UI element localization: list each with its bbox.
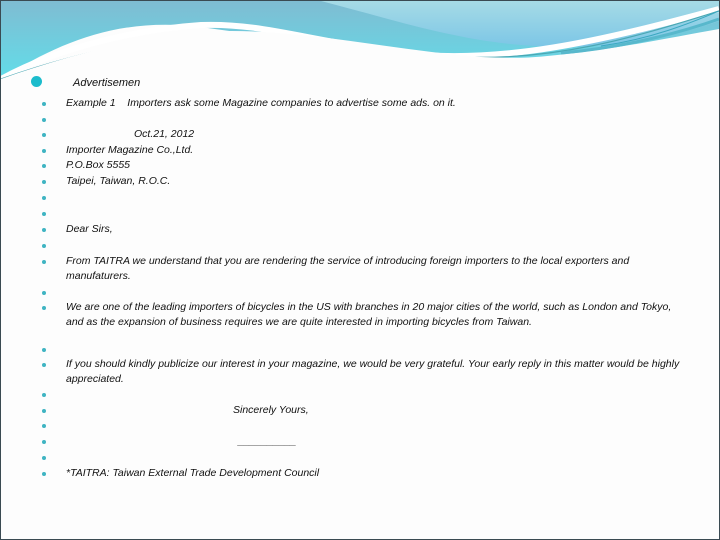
- bullet-icon: [42, 164, 46, 168]
- bullet-icon: [42, 118, 46, 122]
- bullet-icon: [42, 306, 46, 310]
- bullet-icon: [42, 456, 46, 460]
- bullet-icon: [42, 409, 46, 413]
- bullet-icon: [42, 244, 46, 248]
- body-paragraph-2: We are one of the leading importers of bicycles in the US with branches in 20 major cities of the world, such as London and Tokyo, and as the expansion of business requires we are quite interested in importing bicycles from Taiwan.: [66, 301, 675, 328]
- salutation: Dear Sirs,: [66, 223, 113, 235]
- recipient-name: Importer Magazine Co.,Ltd.: [66, 144, 194, 156]
- bullet-icon: [42, 348, 46, 352]
- bullet-icon: [42, 228, 46, 232]
- body-paragraph-3: If you should kindly publicize our interest in your magazine, we would be very grateful. Your early reply in this matter would be highly appreciated.: [66, 358, 683, 385]
- bullet-icon: [42, 472, 46, 476]
- slide-title: Advertisemen: [73, 77, 141, 89]
- bullet-icon: [42, 260, 46, 264]
- bullet-icon: [42, 212, 46, 216]
- bullet-icon: [42, 363, 46, 367]
- bullet-icon: [31, 76, 42, 87]
- bullet-icon: [42, 133, 46, 137]
- bullet-icon: [42, 180, 46, 184]
- recipient-address: P.O.Box 5555: [66, 159, 131, 171]
- signature-line: __________: [238, 435, 297, 447]
- recipient-city: Taipei, Taiwan, R.O.C.: [66, 175, 171, 187]
- bullet-icon: [42, 149, 46, 153]
- bullet-icon: [42, 102, 46, 106]
- body-paragraph-1: From TAITRA we understand that you are rendering the service of introducing foreign importers to the local exporters and manufaturers.: [66, 255, 633, 282]
- bullet-icon: [42, 393, 46, 397]
- slide: Advertisemen Example 1 Importers ask some Magazine companies to advertise some ads. on it. Oct.21, 2012 Importer Magazine Co.,Ltd. P.O.Box 5555 Taipei, Taiwan, R.O.C. Dear Sirs, From TAITRA we understand that you are rendering the service of introducing foreign importers to the local exporters and manufaturers. We are one of the leading importers of bicycles in the US with branches in 20 major cities of the world, such as London and Tokyo, and as the expansion of business requires we are quite interested in importing bicycles from Taiwan. If you should kindly publicize our interest in your magazine, we would be very grateful. Your early reply in this matter would be highly appreciated. Sincerely Yours, __________ *TAITRA: Taiwan External Trade Development Council: [0, 0, 720, 540]
- bullet-icon: [42, 196, 46, 200]
- closing: Sincerely Yours,: [233, 404, 309, 416]
- bullet-icon: [42, 291, 46, 295]
- footnote: *TAITRA: Taiwan External Trade Development Council: [66, 467, 320, 479]
- bullet-icon: [42, 424, 46, 428]
- letter-date: Oct.21, 2012: [134, 128, 195, 140]
- bullet-icon: [42, 440, 46, 444]
- header-wave-decoration: [1, 1, 719, 81]
